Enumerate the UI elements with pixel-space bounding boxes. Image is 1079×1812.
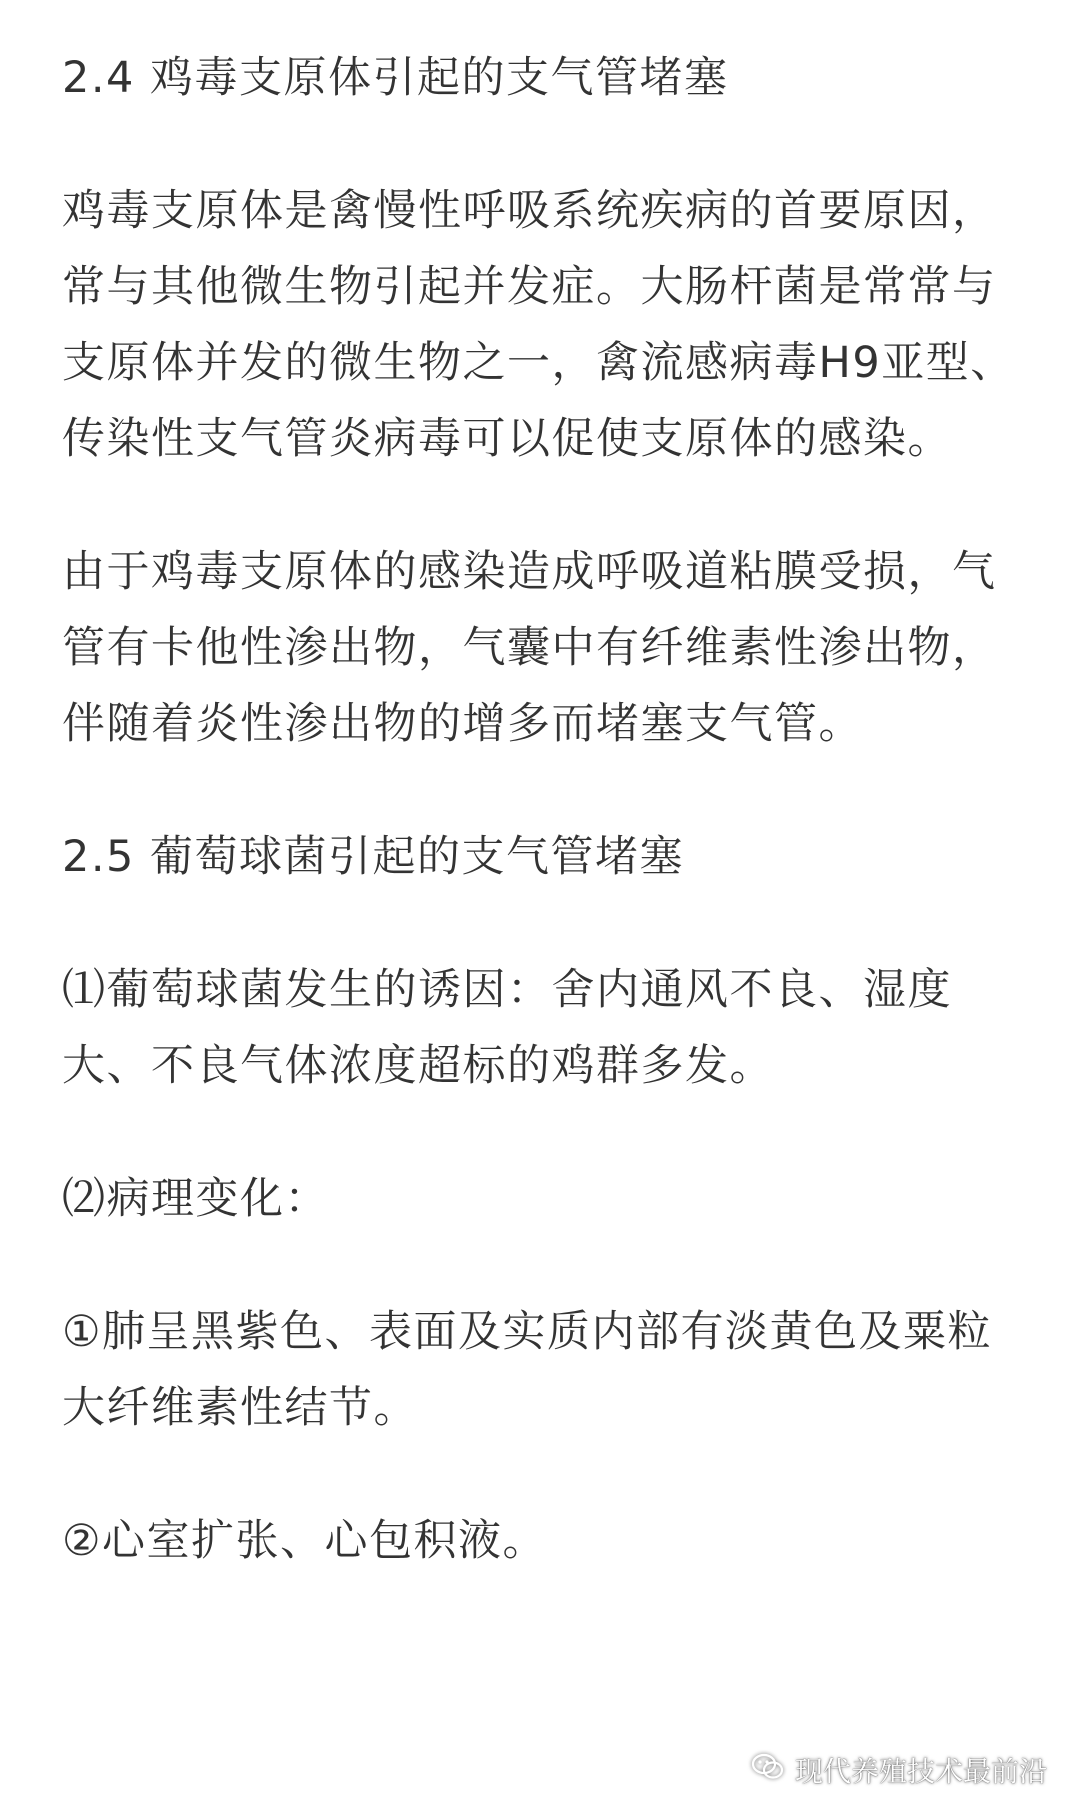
paragraph-pathology-title: ⑵病理变化： (62, 1174, 329, 1224)
paragraph-lung-lesion: ①肺呈黑紫色、表面及实质内部有淡黄色及粟粒大纤维素性结节。 (62, 1307, 993, 1433)
wechat-icon (751, 1752, 785, 1789)
section-heading-2-5: 2.5 葡萄球菌引起的支气管堵塞 (62, 832, 685, 882)
wechat-watermark (751, 1750, 1047, 1790)
paragraph-staph-cause: ⑴葡萄球菌发生的诱因：舍内通风不良、湿度大、不良气体浓度超标的鸡群多发。 (62, 965, 952, 1091)
paragraph-mycoplasma-lesion: 由于鸡毒支原体的感染造成呼吸道粘膜受损，气管有卡他性渗出物，气囊中有纤维素性渗出物，伴随着炎性渗出物的增多而堵塞支气管。 (62, 547, 997, 749)
article-body (62, 40, 1022, 1636)
paragraph-mycoplasma-cause: 鸡毒支原体是禽慢性呼吸系统疾病的首要原因，常与其他微生物引起并发症。大肠杆菌是常常与支原体并发的微生物之一，禽流感病毒H9亚型、传染性支气管炎病毒可以促使支原体的感染。 (62, 186, 1015, 464)
watermark-text: 现代养殖技术最前沿 (794, 1755, 1047, 1788)
section-heading-2-4: 2.4 鸡毒支原体引起的支气管堵塞 (62, 53, 729, 103)
paragraph-heart-lesion: ②心室扩张、心包积液。 (62, 1516, 548, 1566)
